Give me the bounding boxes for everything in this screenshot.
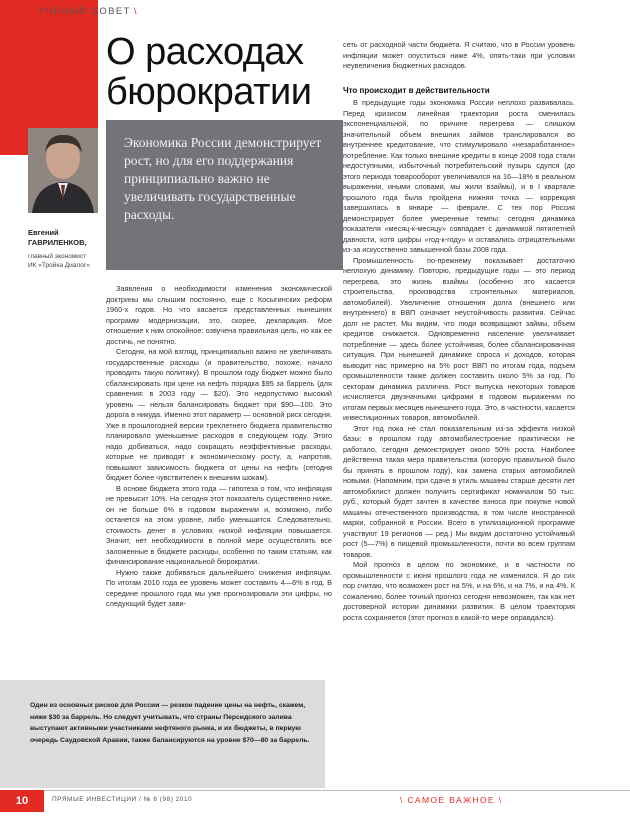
author-photo xyxy=(28,128,98,213)
page-number: 10 xyxy=(0,790,44,812)
paragraph: Заявления о необходимости изменения экономической доктрины мы слышим постоянно, еще с Косыгинских реформ 1960-х годов. Но что касается представленных нынешних программ модернизации, это, скорее, декларация. Мое отношение к ним спокойное: озвучена правильная цель, но как ее достичь, не понятно. xyxy=(106,284,332,346)
author-portrait-image xyxy=(28,128,98,213)
rubric-slash: \ xyxy=(133,6,138,17)
rubric-label: УЧЕНЫЙ СОВЕТ xyxy=(38,6,131,17)
author-role xyxy=(28,252,90,270)
paragraph: Промышленность по-прежнему показывает достаточно неплохую динамику. Повторю, предыдущие годы — это период перегрева, это жизнь взаймы (особенно это касается строительства, производства строительных материалов, автомобилей). Увеличение отношения долга (внешнего или внутреннего) в ВВП означает неустойчивость развития. Сейчас долг не растет. Мы видим, что люди возвращают займы, объем кредитов снижается. Одновременно население увеличивает потребление — здесь более устойчивая, более сбалансированная ситуация. При нынешней динамике спроса и доходов, которая выводит нас примерно на 5% рост ВВП по итогам года, подъем промышленности также должен составить около 5% за год. По секторам динамика различна. Рост выпуска некоторых товаров исчисляется двузначными цифрами в годовом выражении по итогам первых месяцев нынешнего года. Это, в частности, касается инвестиционных товаров, автомобилей. xyxy=(343,255,575,422)
section-rubric xyxy=(28,6,141,17)
author-first-name: Евгений xyxy=(28,228,59,237)
author-role-line: ИК «Тройка Диалог» xyxy=(28,262,90,269)
paragraph: Мой прогноз в целом по экономике, и в частности по промышленности с июня прошлого года не изменился. Я до сих пор считаю, что возможен рост на 5%, и на 6%, и на 7%, и на 4%. К сожалению, более точный прогноз сегодня невозможен, так как нет достоверной истории динамики развития. В целом траектория роста сохраняется (этот прогноз в какой-то мере оправдался). xyxy=(343,560,575,622)
footer-divider xyxy=(0,790,630,791)
title-line: бюрократии xyxy=(106,71,312,113)
pull-quote-text: Один из основных рисков для России — резкое падение цены на нефть, скажем, ниже $30 за баррель. Но следует учитывать, что страны Персидского залива выступают активными участниками нефтяного рынка, и их бюджеты, в первую очередь Саудовской Аравии, также балансируются на уровне $70—80 за баррель. xyxy=(30,702,310,744)
article-title xyxy=(106,32,346,112)
title-line: О расходах xyxy=(106,31,304,73)
paragraph: Нужно также добиваться дальнейшего снижения инфляции. По итогам 2010 года ее уровень может составить 4—6% в год. В середине прошлого года мы уже прогнозировали эти цифры, но следующий будет зави- xyxy=(106,567,332,608)
author-role-line: главный экономист xyxy=(28,253,87,260)
author-last-name: ГАВРИЛЕНКОВ, xyxy=(28,238,87,247)
paragraph: В предыдущие годы экономика России неплохо развивалась. Перед кризисом линейная траектория роста сменилась экспоненциальной, по причине перегрева — слишком значительный объем внешних займов транслировался во внутреннее кредитование, что стимулировало «незаработанное» потребление. Как только внешние кредиты в конце 2008 года стали недоступными, избыточный потребительский пузырь сдулся (до этого периода товарооборот увеличивался на 16—18% в реальном выражении, иными словами, мы жили взаймы), и в I квартале прошлого года была пройдена нижняя точка — коррекция завершилась в январе — феврале. С тех пор Россия демонстрирует более умеренные темпы: сегодня динамика показателя «месяц-к-месяцу» совпадает с динамикой пятилетней давности, хотя цифры «год-к-году» и оставались отрицательными из-за искусственно завышенной базы 2008 года. xyxy=(343,98,575,254)
paragraph: Сегодня, на мой взгляд, принципиально важно не увеличивать государственные расходы (и правительство, похоже, начало проводить такую политику). В прошлом году бюджет можно было сбалансировать при цене на нефть порядка $95 за баррель (для сравнения: в 2003 году — $20). Это недопустимо высокий уровень — нельзя балансировать бюджет при $90—100. Это дорога в никуда. Именно этот параметр — основной риск сегодня. Уже в прошлогодней версии трехлетнего бюджета правительство планировало уменьшение расходов в следующем году. Этого надо добиваться, надо сокращать неэффективные расходы, которые не приводят к экономическому росту, а, напротив, повышают зависимость бюджета от цены на нефть (сегодня бюджет более чувствителен к внешним шокам). xyxy=(106,347,332,482)
author-name xyxy=(28,228,87,248)
paragraph: В основе бюджета этого года — гипотеза о том, что инфляция не превысит 10%. На сегодня этот показатель существенно ниже, он не больше 6% в годовом выражении и, возможно, либо останется на этом уровне, либо уменьшится. Следовательно, стоимость денег в условиях низкой инфляции повышается. Значит, нет необходимости в полной мере осуществлять все заложенные в бюджете расходы, особенно по таким статьям, как финансирование национальной бюрократии. xyxy=(106,483,332,566)
section-subheading: Что происходит в действительности xyxy=(343,86,490,95)
paragraph: Этот год пока не стал показательным из-за эффекта низкой базы: в прошлом году автомобилестроение практически не работало, сегодня демонстрирует около 50% роста. Наиболее действенна такая мера правительства (которую правильной было бы принять в прошлом году), как замена старых автомобилей новыми. (Напомним, при сдаче в утиль машины старше десяти лет автомобилист должен получить сертификат номиналом 50 тыс. руб., который будет зачтен в качестве взноса при покупке новой машины отечественного производства, в том числе иностранной марки, собранной в России. Всего в утилизационной программе участвуют 19 регионов — ред.) Мы видим достаточно устойчивый рост (5—7%) в пищевой промышленности, почти во всем группам товаров. xyxy=(343,423,575,559)
right-column-intro xyxy=(343,40,575,72)
magazine-issue: ПРЯМЫЕ ИНВЕСТИЦИИ / № 6 (98) 2010 xyxy=(52,796,193,803)
left-column xyxy=(106,284,332,610)
right-column xyxy=(343,98,575,623)
lead-quote-box xyxy=(106,120,343,270)
footer-rubric: \ САМОЕ ВАЖНОЕ \ xyxy=(400,795,503,805)
lead-quote-text: Экономика России демонстрирует рост, но для его поддержания принципиально важно не увеличивать государственные расходы. xyxy=(124,135,322,222)
rubric-slash: \ xyxy=(31,6,36,17)
pull-quote-box xyxy=(0,680,325,788)
paragraph: сеть от расходной части бюджета. Я считаю, что в России уровень инфляции может опуститься ниже 4%, опять-таки при условии неувеличения бюджетных расходов. xyxy=(343,40,575,70)
